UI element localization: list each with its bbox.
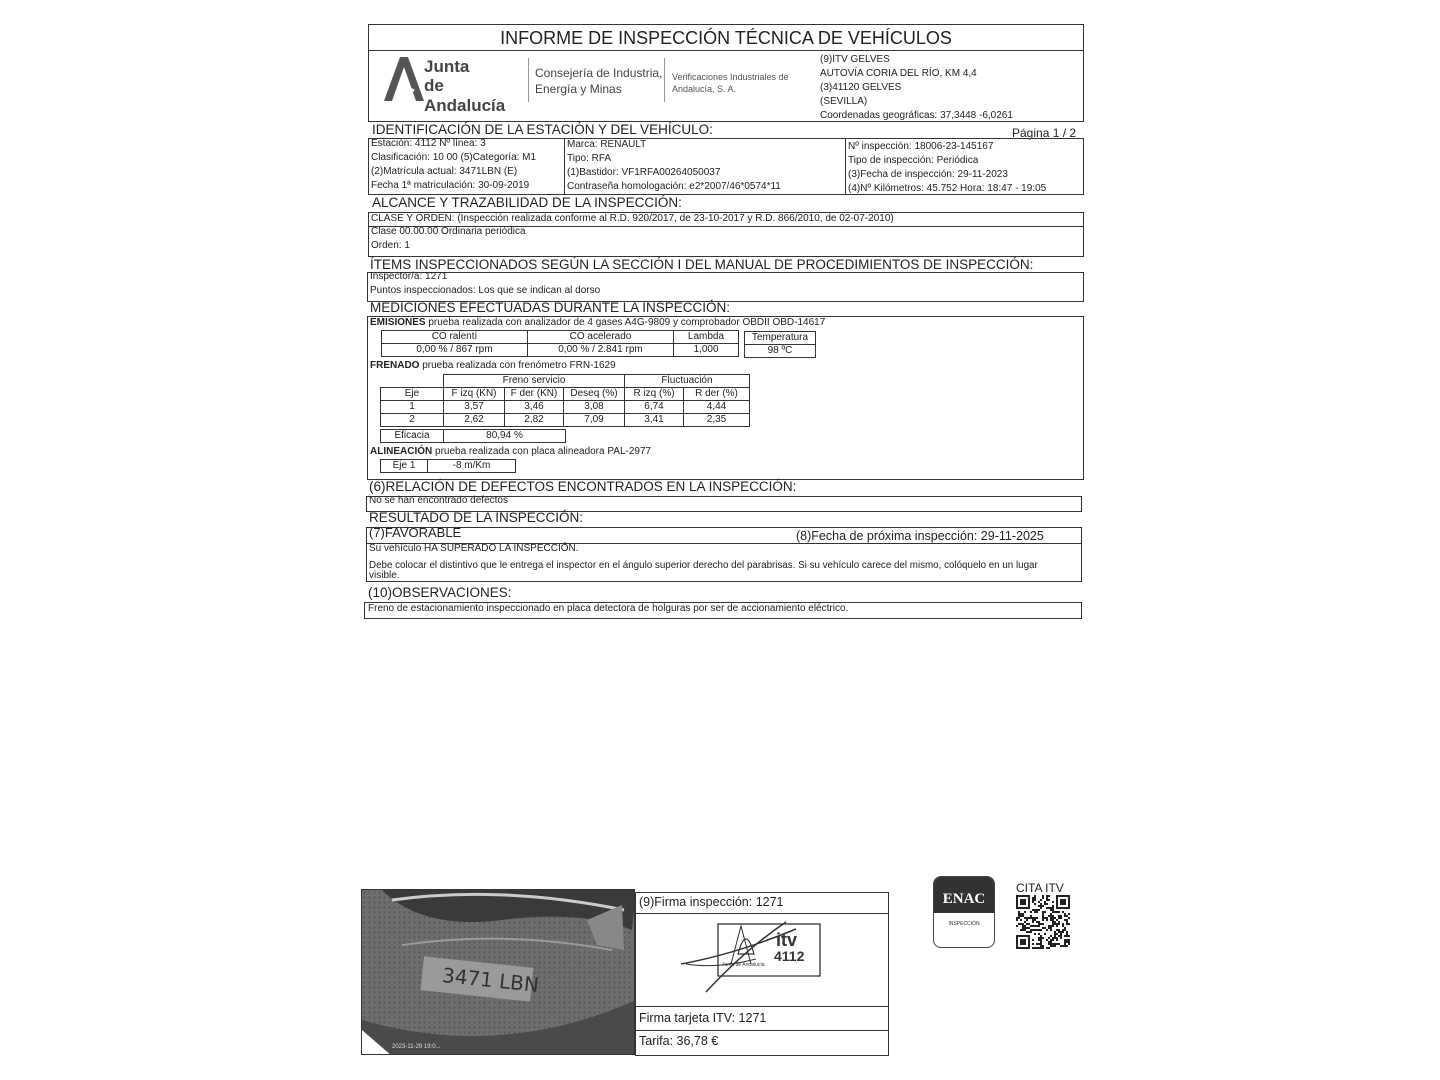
ident-col-divider-2 bbox=[845, 138, 846, 195]
firma-tarjeta: Firma tarjeta ITV: 1271 bbox=[639, 1011, 767, 1025]
station-line-4: (SEVILLA) bbox=[820, 96, 868, 107]
frenado-cell: 6,74 bbox=[625, 401, 684, 414]
title-divider bbox=[368, 50, 1084, 51]
frenado-header-r-der: R der (%) bbox=[684, 388, 750, 401]
eficacia-table bbox=[380, 429, 566, 443]
station-line-1: (9)ITV GELVES bbox=[820, 54, 890, 65]
resultado-line1: Su vehículo HA SUPERADO LA INSPECCIÓN. bbox=[369, 543, 579, 554]
frenado-header-r-izq: R izq (%) bbox=[625, 388, 684, 401]
cita-itv-qr-code[interactable] bbox=[1016, 895, 1070, 949]
emisiones-header-co-acelerado: CO acelerado bbox=[528, 331, 674, 344]
itv-stamp-logo: itv bbox=[776, 930, 798, 950]
firma-divider-2 bbox=[635, 1006, 889, 1007]
vehicle-photo bbox=[361, 889, 635, 1055]
frenado-cell: 3,41 bbox=[625, 414, 684, 427]
emisiones-text: prueba realizada con analizador de 4 gases A4G-9809 y comprobador OBDII OBD-14617 bbox=[425, 317, 826, 328]
alineacion-eje-value: -8 m/Km bbox=[428, 460, 516, 473]
frenado-header-f-der: F der (KN) bbox=[505, 388, 564, 401]
station-line-3: (3)41120 GELVES bbox=[820, 82, 902, 93]
freno-servicio-header: Freno servicio bbox=[444, 375, 625, 388]
frenado-cell: 2,82 bbox=[505, 414, 564, 427]
frenado-label: FRENADO bbox=[370, 360, 420, 371]
ident-col2-line2: Tipo: RFA bbox=[567, 153, 612, 164]
verif-line2: Andalucía, S. A. bbox=[672, 84, 737, 94]
temperatura-table bbox=[744, 331, 816, 358]
alcance-line3: Orden: 1 bbox=[371, 240, 410, 251]
alineacion-table bbox=[380, 459, 516, 473]
junta-logo bbox=[382, 55, 522, 115]
station-line-2: AUTOVÍA CORIA DEL RÍO, KM 4,4 bbox=[820, 68, 977, 79]
frenado-cell: 4,44 bbox=[684, 401, 750, 414]
ident-col2-line4: Contraseña homologación: e2*2007/46*0574*11 bbox=[567, 181, 781, 192]
junta-logo-line2: de Andalucía bbox=[424, 76, 506, 115]
items-line1: Inspector/a: 1271 bbox=[370, 271, 448, 282]
defectos-line1: No se han encontrado defectos bbox=[369, 495, 508, 506]
ident-col1-line3: (2)Matrícula actual: 3471LBN (E) bbox=[371, 166, 518, 177]
frenado-cell: 3,08 bbox=[564, 401, 625, 414]
ident-col1-line2: Clasificación: 10 00 (5)Categoría: M1 bbox=[371, 152, 537, 163]
enac-label: ENAC bbox=[942, 891, 986, 907]
temperatura-value: 98 ºC bbox=[745, 345, 816, 358]
license-plate-text: 3471 LBN bbox=[441, 962, 541, 998]
defectos-heading: (6)RELACIÓN DE DEFECTOS ENCONTRADOS EN LA INSPECCIÓN: bbox=[369, 479, 797, 494]
firma-inspeccion: (9)Firma inspección: 1271 bbox=[639, 895, 784, 909]
alineacion-text: prueba realizada con placa alineadora PAL-2977 bbox=[432, 446, 652, 457]
observaciones-heading: (10)OBSERVACIONES: bbox=[368, 585, 512, 600]
consejeria-line1: Consejería de Industria, bbox=[535, 66, 663, 80]
alineacion-label: ALINEACIÓN bbox=[370, 446, 433, 457]
frenado-text: prueba realizada con frenómetro FRN-1629 bbox=[419, 360, 616, 371]
cita-itv-label: CITA ITV bbox=[1016, 881, 1064, 895]
temperatura-header: Temperatura bbox=[745, 332, 816, 345]
table-row bbox=[381, 401, 750, 414]
resultado-line2: Debe colocar el distintivo que le entrega el inspector en el ángulo superior derecho del parabrisas. Si su vehículo carece del mismo, colóquelo en un lugar bbox=[369, 560, 1038, 571]
eficacia-label: Eficacia bbox=[381, 430, 444, 443]
fluctuacion-header: Fluctuación bbox=[625, 375, 750, 388]
emisiones-table bbox=[381, 330, 739, 357]
ident-col2-line3: (1)Bastidor: VF1RFA00264050037 bbox=[567, 167, 721, 178]
ident-col3-line3: (3)Fecha de inspección: 29-11-2023 bbox=[848, 169, 1008, 180]
photo-timestamp: 2023-11-29 19:0... bbox=[392, 1044, 441, 1050]
junta-logo-line1: Junta bbox=[424, 57, 470, 76]
frenado-cell: 2,35 bbox=[684, 414, 750, 427]
ident-col3-line4: (4)Nº Kilómetros: 45.752 Hora: 18:47 - 19:05 bbox=[848, 183, 1047, 194]
resultado-heading: RESULTADO DE LA INSPECCIÓN: bbox=[369, 510, 584, 525]
itv-stamp-junta: Junta de Andalucía bbox=[722, 962, 765, 968]
consejeria-line2: Energía y Minas bbox=[535, 82, 622, 96]
emisiones-header-co-ralenti: CO ralentí bbox=[382, 331, 528, 344]
emisiones-value-co-ralenti: 0,00 % / 867 rpm bbox=[382, 344, 528, 357]
verif-line1: Verificaciones Industriales de bbox=[672, 72, 789, 82]
frenado-cell: 3,46 bbox=[505, 401, 564, 414]
logo-divider-1 bbox=[528, 58, 529, 102]
page-number: Página 1 / 2 bbox=[1012, 126, 1077, 140]
report-title: INFORME DE INSPECCIÓN TÉCNICA DE VEHÍCULOS bbox=[500, 28, 952, 48]
frenado-cell: 1 bbox=[381, 401, 444, 414]
junta-emblem-icon bbox=[382, 55, 426, 103]
alineacion-line bbox=[370, 446, 651, 458]
ident-col2-line1: Marca: RENAULT bbox=[567, 139, 647, 150]
items-line2: Puntos inspeccionados: Los que se indican al dorso bbox=[370, 285, 601, 296]
emisiones-line bbox=[370, 317, 825, 329]
alineacion-eje-label: Eje 1 bbox=[381, 460, 428, 473]
frenado-header-f-izq: F izq (KN) bbox=[444, 388, 505, 401]
ident-col3-line1: Nº inspección: 18006-23-145167 bbox=[848, 141, 994, 152]
emisiones-label: EMISIONES bbox=[370, 317, 426, 328]
eficacia-value: 80,94 % bbox=[444, 430, 566, 443]
ident-col1-line1: Estación: 4112 Nº línea: 3 bbox=[371, 138, 486, 149]
table-row bbox=[381, 414, 750, 427]
logo-divider-2 bbox=[664, 58, 665, 102]
alcance-line2: Clase 00.00.00 Ordinaria periódica bbox=[371, 226, 526, 237]
frenado-header-eje: Eje bbox=[381, 388, 444, 401]
ident-col1-line4: Fecha 1ª matriculación: 30-09-2019 bbox=[371, 180, 530, 191]
proxima-inspeccion: (8)Fecha de próxima inspección: 29-11-2025 bbox=[796, 529, 1044, 543]
ident-col-divider-1 bbox=[564, 138, 565, 195]
identificacion-heading: IDENTIFICACIÓN DE LA ESTACIÓN Y DEL VEHÍCULO: bbox=[372, 122, 713, 137]
resultado-line3: visible. bbox=[369, 570, 400, 581]
emisiones-value-co-acelerado: 0,00 % / 2.841 rpm bbox=[528, 344, 674, 357]
frenado-cell: 2,62 bbox=[444, 414, 505, 427]
station-line-5: Coordenadas geográficas: 37,3448 -6,0261 bbox=[820, 110, 1013, 121]
frenado-table bbox=[380, 374, 750, 427]
mediciones-heading: MEDICIONES EFECTUADAS DURANTE LA INSPECCIÓN: bbox=[370, 300, 731, 315]
frenado-cell: 3,57 bbox=[444, 401, 505, 414]
emisiones-header-lambda: Lambda bbox=[674, 331, 739, 344]
resultado-favorable: (7)FAVORABLE bbox=[369, 525, 462, 540]
frenado-cell: 2 bbox=[381, 414, 444, 427]
frenado-line bbox=[370, 360, 616, 372]
ident-col3-line2: Tipo de inspección: Periódica bbox=[848, 155, 979, 166]
frenado-cell: 7,09 bbox=[564, 414, 625, 427]
alcance-heading: ALCANCE Y TRAZABILIDAD DE LA INSPECCIÓN: bbox=[372, 195, 682, 210]
tarifa: Tarifa: 36,78 € bbox=[639, 1034, 719, 1048]
items-heading: ÍTEMS INSPECCIONADOS SEGÚN LA SECCIÓN I DEL MANUAL DE PROCEDIMIENTOS DE INSPECCIÓN: bbox=[370, 257, 1034, 272]
enac-sub: INSPECCIÓN bbox=[948, 921, 980, 927]
frenado-blank-cell bbox=[381, 375, 444, 388]
qr-code-icon bbox=[1016, 895, 1070, 949]
enac-badge bbox=[933, 876, 995, 948]
itv-stamp bbox=[676, 914, 826, 1004]
itv-stamp-number: 4112 bbox=[774, 948, 805, 964]
alcance-line1: CLASE Y ORDEN: (Inspección realizada conforme al R.D. 920/2017, de 23-10-2017 y R.D. 866/2010, de 02-07-2010) bbox=[371, 213, 894, 224]
emisiones-value-lambda: 1,000 bbox=[674, 344, 739, 357]
frenado-header-deseq: Deseq (%) bbox=[564, 388, 625, 401]
firma-divider-3 bbox=[635, 1030, 889, 1031]
observaciones-line1: Freno de estacionamiento inspeccionado en placa detectora de holguras por ser de accionamiento eléctrico. bbox=[368, 603, 849, 614]
